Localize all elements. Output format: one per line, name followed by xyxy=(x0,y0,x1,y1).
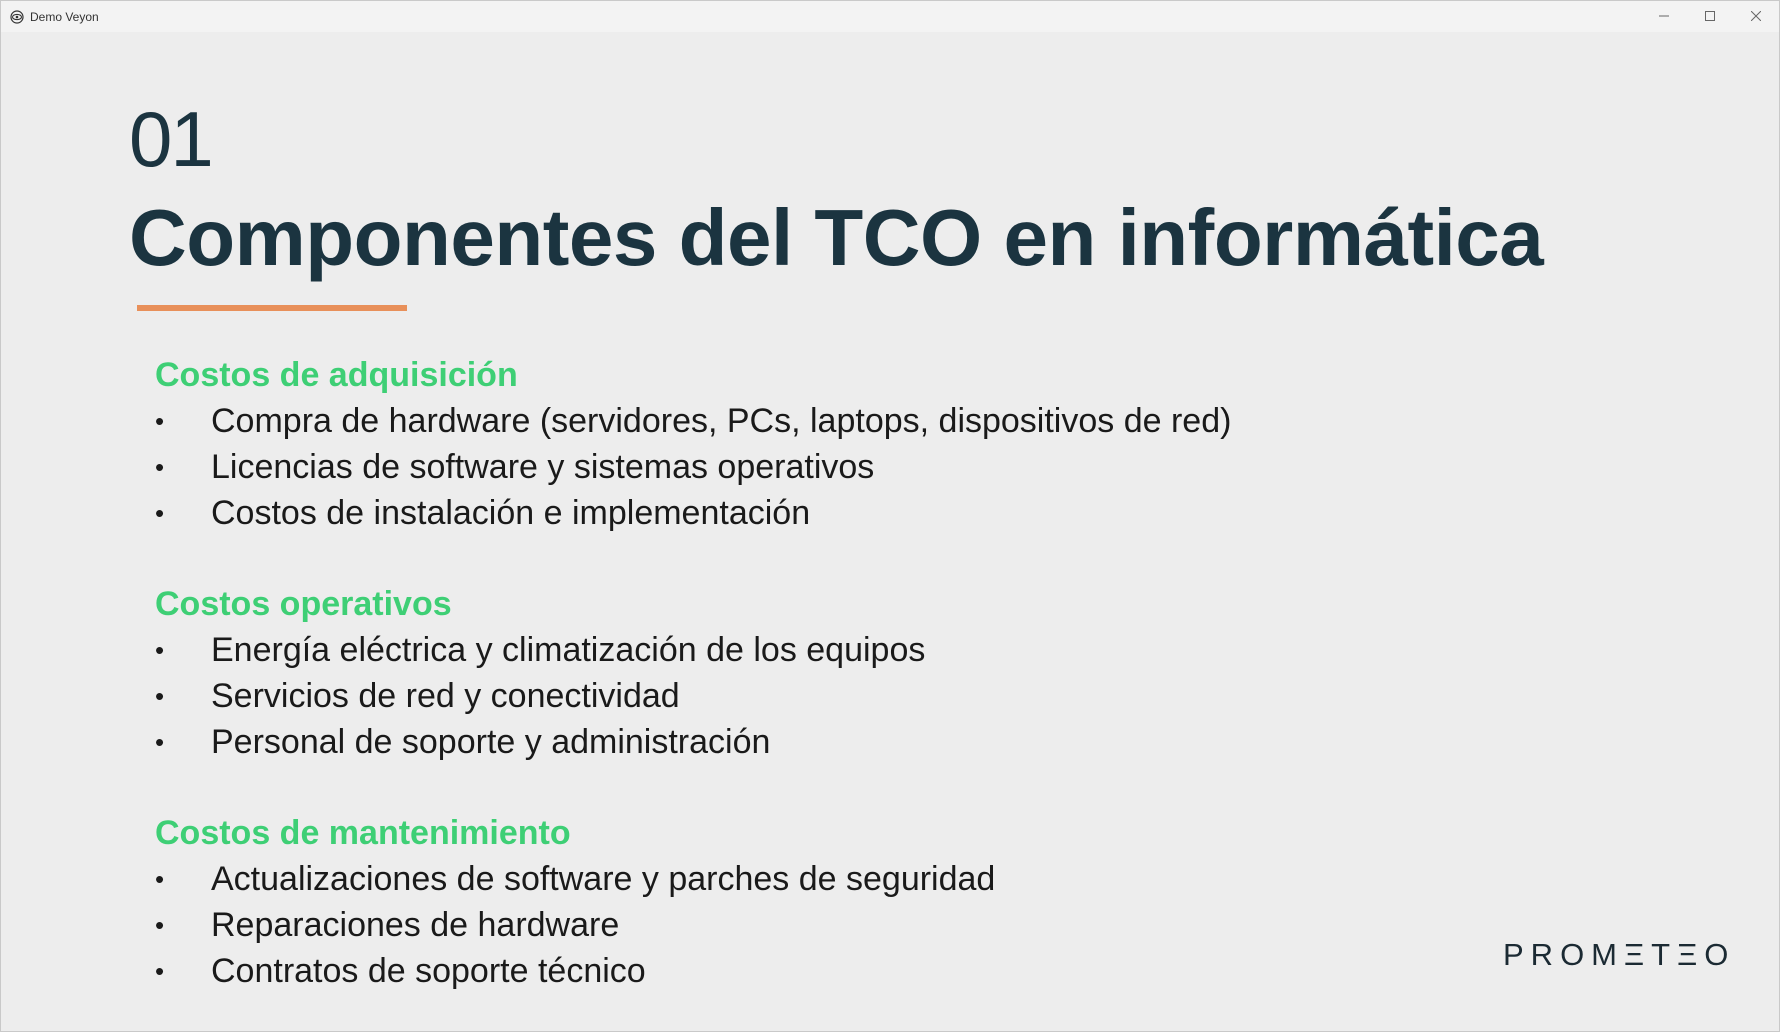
bullet: • xyxy=(155,910,165,940)
prometeo-logo: PROMΞTΞO xyxy=(1503,937,1736,972)
list-item xyxy=(155,902,995,948)
bullet: • xyxy=(155,406,165,436)
list-item-text: Actualizaciones de software y parches de seguridad xyxy=(211,860,996,898)
bullet-list xyxy=(155,627,925,765)
list-item xyxy=(155,398,1231,444)
list-item xyxy=(155,627,925,673)
list-item-text: Costos de instalación e implementación xyxy=(211,494,811,532)
section-heading: Costos de adquisición xyxy=(155,356,518,394)
list-item-text: Licencias de software y sistemas operativos xyxy=(211,448,875,486)
bullet-list xyxy=(155,398,1231,536)
section-heading: Costos de mantenimiento xyxy=(155,814,571,852)
list-item-text: Contratos de soporte técnico xyxy=(211,952,646,990)
list-item xyxy=(155,856,995,902)
list-item xyxy=(155,948,995,994)
section-heading: Costos operativos xyxy=(155,585,452,623)
bullet: • xyxy=(155,681,165,711)
eye-icon xyxy=(9,9,25,25)
list-item xyxy=(155,490,1231,536)
list-item-text: Reparaciones de hardware xyxy=(211,906,620,944)
close-icon xyxy=(1751,8,1761,26)
list-item xyxy=(155,719,925,765)
bullet: • xyxy=(155,635,165,665)
section-acquisition-costs xyxy=(155,352,1231,536)
list-item-text: Compra de hardware (servidores, PCs, laptops, dispositivos de red) xyxy=(211,402,1232,440)
list-item xyxy=(155,444,1231,490)
bullet: • xyxy=(155,956,165,986)
bullet: • xyxy=(155,498,165,528)
maximize-button[interactable] xyxy=(1687,1,1733,32)
bullet: • xyxy=(155,864,165,894)
window-controls xyxy=(1641,1,1779,32)
list-item-text: Servicios de red y conectividad xyxy=(211,677,680,715)
presentation-slide xyxy=(1,32,1780,1032)
list-item-text: Energía eléctrica y climatización de los equipos xyxy=(211,631,926,669)
section-maintenance-costs xyxy=(155,810,995,994)
slide-title: Componentes del TCO en informática xyxy=(129,193,1544,282)
close-button[interactable] xyxy=(1733,1,1779,32)
bullet: • xyxy=(155,727,165,757)
list-item xyxy=(155,673,925,719)
window-title: Demo Veyon xyxy=(30,9,99,24)
minimize-icon xyxy=(1659,8,1669,26)
bullet-list xyxy=(155,856,995,994)
minimize-button[interactable] xyxy=(1641,1,1687,32)
slide-number: 01 xyxy=(129,95,212,183)
list-item-text: Personal de soporte y administración xyxy=(211,723,771,761)
maximize-icon xyxy=(1705,8,1715,26)
title-bar[interactable] xyxy=(1,1,1779,32)
bullet: • xyxy=(155,452,165,482)
section-operating-costs xyxy=(155,581,925,765)
title-underline xyxy=(137,305,407,311)
